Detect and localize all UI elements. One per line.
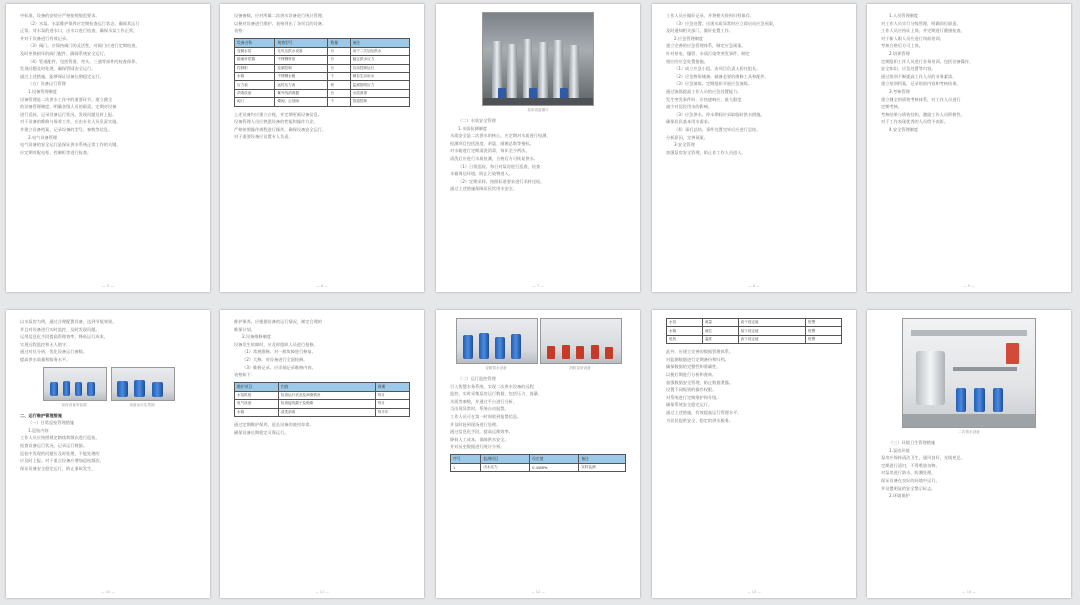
paragraph-line: 进行巡检，记录设备运行状况，发现问题及时上报。 [20, 111, 117, 117]
page-number: — 9 — [963, 284, 975, 288]
table-cell: 阀门 [235, 98, 275, 106]
paragraph-line: （二）水质安全管理 [458, 118, 496, 123]
paragraph-line: 以便对设备进行维护。表格列出了各项目的设备。 [234, 20, 327, 26]
document-page-3[interactable] [436, 4, 640, 292]
paragraph-line: 减少对居民用水的影响。 [666, 104, 713, 110]
pump-room-photo [482, 12, 594, 106]
paragraph-line: 通过上述措施，能够保证设备长期稳定运行。 [20, 73, 104, 79]
paragraph-line: 为居民提供安全、稳定的供水服务。 [666, 417, 734, 423]
paragraph-line: 上述设备均应建立台账，并定期更新设备信息。 [234, 111, 322, 117]
paragraph-line: 通过对比分析，优化设备运行参数。 [20, 349, 88, 355]
paragraph-line: 提高供水质量和服务水平。 [20, 356, 71, 362]
table-cell: 流量 [702, 319, 738, 327]
table-cell: 温度 [702, 335, 738, 343]
page-7-body [234, 318, 410, 584]
paragraph-line: 对系统进行定期维护和升级。 [666, 394, 721, 400]
table-row [235, 72, 410, 80]
table-cell: 台 [328, 56, 350, 64]
table-cell: 报警 [806, 335, 842, 343]
paragraph-line: （五）设备运行管理 [28, 81, 66, 87]
paragraph-line: 通过上述措施保障居民饮用水安全。 [450, 186, 518, 192]
paragraph-line: 运用信息化手段提高管理效率，降低运行成本。 [20, 334, 108, 340]
paragraph-line: （3）阀门。应保持阀门的灵活性，对阀门应进行定期检查， [28, 43, 140, 49]
paragraph-line: 考核结果与绩效挂钩，激励工作人员积极性。 [881, 111, 965, 117]
paragraph-line: 引入智慧水务系统，实现二次供水设备的远程 [450, 383, 534, 389]
table-cell: 自动控制运行 [350, 64, 409, 72]
table-header: 规格型号 [275, 38, 328, 47]
table-cell: 远传压力表 [275, 81, 328, 89]
table-cell: 水箱 [235, 72, 275, 80]
paragraph-line: 并对历史数据进行统计分析。 [450, 444, 505, 450]
paragraph-line: 维护保养。应根据设备的运行情况，制定合理的 [234, 319, 322, 324]
table-cell: 变频水泵 [235, 47, 275, 55]
paragraph-line: 清洗后应进行水质检测，合格后方可恢复供水。 [450, 155, 538, 161]
document-page-5[interactable] [867, 4, 1071, 292]
paragraph-line: 并对于设备进行有效记录。 [20, 35, 71, 41]
document-page-4[interactable] [652, 4, 856, 292]
paragraph-line: 通过定期维护保养，延长设备的使用寿命。 [234, 421, 314, 427]
page-number: — 11 — [314, 590, 330, 594]
table-cell: 不锈钢水箱 [275, 72, 328, 80]
paragraph-line: 检查设备运行状况，记录运行数据。 [20, 442, 88, 448]
paragraph-line: 建立完善的应急管理体系，制定应急预案。 [666, 43, 746, 49]
fire-pump-room-photo [540, 318, 622, 364]
table-cell: 出水压力 [481, 463, 530, 471]
table-cell: 水泵机组 [235, 391, 279, 399]
equipment-table [234, 38, 410, 107]
paragraph-line: （3）应急演练。定期组织开展应急演练。 [674, 81, 753, 87]
page-10-body [881, 318, 1057, 584]
paragraph-line: 相应的应急处置措施。 [666, 58, 708, 64]
paragraph-line: （1）常规维修。对一般故障进行修复。 [242, 349, 316, 355]
table-cell: 检查运行状况及润滑情况 [278, 391, 375, 399]
paragraph-line: 2.应急管理制度 [674, 35, 704, 41]
document-page-10[interactable] [867, 310, 1071, 598]
secondary-water-supply-photo [902, 318, 1036, 428]
paragraph-line: 降低人工成本，保障供水安全。 [450, 436, 509, 442]
paragraph-line: 巡检中发现的问题应及时处理，不能处理的 [20, 450, 100, 456]
paragraph-line: 通过上述措施，有效提高运行管理水平。 [666, 409, 742, 415]
paragraph-line: 并设置明显的安全警示标志。 [881, 485, 936, 491]
table-row [235, 98, 410, 106]
table-cell: 监测管网压力 [350, 81, 409, 89]
page-number: — 13 — [746, 590, 762, 594]
paragraph-line: 2.培训管理 [889, 50, 910, 56]
table-row [451, 463, 626, 471]
paragraph-line: 以水泵房为例，通过合理配置设备，达到节能效果。 [20, 319, 117, 324]
paragraph-line: 2.环境保护 [889, 493, 910, 499]
paragraph-line: （4）事后总结。事件处置完毕后应进行总结。 [674, 126, 761, 132]
paragraph-line: 通过培训不断提高工作人员的业务素质。 [881, 73, 957, 79]
document-page-9[interactable] [652, 310, 856, 598]
paragraph-line: 水质安全是二次供水的核心，应定期对水质进行检测， [450, 133, 551, 139]
paragraph-line: 1.人员管理制度 [889, 13, 919, 18]
table-cell: 用于二次加压供水 [350, 47, 409, 55]
page-1-body [20, 12, 196, 278]
table-cell: 清洗消毒 [278, 408, 375, 416]
table-cell: 无负压供水设备 [275, 47, 328, 55]
paragraph-line: （1）日常巡检。每日对泵房进行巡查，检查 [458, 163, 541, 169]
table-cell: 不锈钢材质 [275, 56, 328, 64]
paragraph-line: 通过演练提高工作人员的应急处置能力。 [666, 88, 742, 94]
paragraph-line: 1.设备管理制度 [28, 88, 58, 94]
paragraph-line: 确保设备长期稳定可靠运行。 [234, 429, 289, 435]
paragraph-line: 定期进行清扫，不得堆放杂物。 [881, 462, 940, 468]
paragraph-line: 泵房应保持清洁卫生，通风良好，光线充足。 [881, 455, 965, 461]
page-number: — 14 — [961, 590, 977, 594]
table-row [235, 89, 410, 97]
paragraph-line: 确保系统安全稳定运行。 [666, 402, 713, 408]
table-header: 设备名称 [235, 38, 275, 47]
page-4-body [666, 12, 842, 278]
paragraph-line: （2）大修。对设备进行全面检修。 [242, 356, 308, 362]
monitoring-table [450, 454, 626, 472]
table-cell: 紫外线消毒器 [275, 89, 328, 97]
table-cell: 蝶阀、止回阀 [275, 98, 328, 106]
page-number: — 7 — [532, 284, 544, 288]
table-cell: 水质消毒 [350, 89, 409, 97]
table-row [235, 64, 410, 72]
table-cell: 个 [328, 98, 350, 106]
photo-caption: 泵房设备图片 [527, 108, 549, 112]
table-cell: 控制柜 [235, 64, 275, 72]
table-cell: 1 [451, 463, 481, 471]
table-cell: 变频控制 [275, 64, 328, 72]
paragraph-line: 设备管理是二次供水工作中的重要环节，建立健全 [20, 96, 113, 102]
table-header: 备注 [579, 454, 626, 463]
paragraph-line: 此外，应建立完善的数据管理体系。 [666, 349, 734, 355]
paragraph-line: 对水箱进行定期清洗消毒，每年至少两次。 [450, 148, 530, 154]
table-cell: 稳定供水压力 [350, 56, 409, 64]
paragraph-line: 1.泵房环境 [889, 447, 910, 453]
paragraph-line: 1.水质检测制度 [458, 125, 488, 131]
paragraph-line: 发现问题及时处理，确保管网安全运行。 [20, 66, 96, 72]
page-3-body [450, 12, 626, 278]
paragraph-line: （3）应急处置。出现水质异常时应立即启动应急预案， [674, 20, 778, 26]
paragraph-line: 发生突发事件时，应快速响应，最大限度 [666, 96, 742, 102]
paragraph-line: 电气设备的安全运行是保证供水系统正常工作的关键。 [20, 142, 121, 148]
photo-caption: 变频供水设备 [485, 366, 507, 370]
paragraph-line: 对工作人员实行分级管理，明确岗位职责。 [881, 20, 961, 26]
paragraph-line: 并建立设备档案，记录设备的型号、参数等信息。 [20, 126, 113, 132]
paragraph-line: （2）应急物资储备。储备必要的维修工具和配件。 [674, 73, 769, 79]
paragraph-line: 表格如下： [234, 372, 255, 378]
maintenance-table [234, 382, 410, 417]
table-cell: 实时监测 [579, 463, 626, 471]
paragraph-line: 建立健全的绩效考核体系，对工作人员进行 [881, 96, 961, 102]
page-number: — 5 — [102, 284, 114, 288]
page-6-body [20, 318, 196, 584]
paragraph-line: 通过信息化手段，提高运维效率。 [450, 429, 513, 435]
paragraph-line: 2.设备维修制度 [242, 334, 272, 340]
table-cell: 稳流补偿器 [235, 56, 275, 64]
paragraph-line: 对于工作表现优秀的人员给予表彰。 [881, 119, 949, 125]
document-page-6[interactable] [6, 310, 210, 598]
alarm-table [666, 318, 842, 344]
paragraph-line: 定期组织工作人员进行业务培训，包括设备操作、 [881, 58, 974, 64]
paragraph-line: 定期考核。 [881, 104, 902, 110]
table-row [235, 400, 410, 408]
document-page-2[interactable] [220, 4, 424, 292]
page-number: — 8 — [748, 284, 760, 288]
paragraph-line: 加强泵房安全管理，防止非工作人员进入。 [666, 149, 746, 155]
page-2-body [234, 12, 410, 278]
table-header: 备注 [350, 38, 409, 47]
paragraph-line: 对监测数据进行定期备份和归档。 [666, 356, 729, 362]
paragraph-line: （二）运行监控管理 [458, 376, 496, 381]
paragraph-line: （4）管道配件。包括管道、弯头、三通等部件的检查保养， [28, 58, 140, 64]
table-row [235, 81, 410, 89]
paragraph-line: 建立培训档案，记录培训内容和考核结果。 [881, 81, 961, 87]
paragraph-line: 针对停电、爆管、水质污染等突发事件，制定 [666, 50, 750, 56]
document-page-1[interactable] [6, 4, 210, 292]
table-cell: 检查接线端子及绝缘 [278, 400, 375, 408]
table-cell: 电气设备 [235, 400, 279, 408]
table-cell: 每月 [375, 400, 409, 408]
table-header: 维护项目 [235, 382, 279, 391]
paragraph-line: 对于新入职人员应进行岗前培训。 [881, 35, 944, 41]
table-cell: 水箱 [235, 408, 279, 416]
page-number: — 10 — [100, 590, 116, 594]
paragraph-line: 以便后期进行分析和查询。 [666, 371, 717, 377]
paragraph-line: 对于设备的维修与保养工作，应由专业人员负责实施。 [20, 119, 121, 125]
paragraph-line: 严格按照操作规程进行操作，确保设备安全运行。 [234, 126, 327, 132]
table-cell: 个 [328, 72, 350, 80]
paragraph-line: 4.安全管理制度 [889, 126, 919, 132]
table-cell: 水箱 [667, 327, 703, 335]
page-5-body [881, 12, 1057, 278]
paragraph-line: 及时更换损坏的阀门配件，确保系统安全运行。 [20, 50, 108, 56]
table-cell: 高于设定值 [738, 319, 806, 327]
paragraph-line: 中标准。设备的安装应严格按照规范要求。 [20, 13, 100, 18]
paragraph-line: 并及时赶到现场进行处理。 [450, 421, 501, 427]
table-cell: 电机 [667, 335, 703, 343]
paragraph-line: 设置不同级别的操作权限。 [666, 387, 717, 393]
table-row [235, 408, 410, 416]
paragraph-line: （一）日常巡检管理措施 [28, 420, 75, 426]
page-number: — 12 — [530, 590, 546, 594]
paragraph-line: 工作人员应按照规定路线和频次进行巡检， [20, 435, 100, 441]
table-row [667, 335, 842, 343]
table-row [667, 319, 842, 327]
photo-caption: 泵房设备安装图 [61, 402, 87, 407]
table-header: 序号 [451, 454, 481, 463]
paragraph-line: 设备管理人员应熟悉设备的性能和操作方法， [234, 119, 318, 125]
paragraph-line: （三）环境卫生管理措施 [889, 440, 936, 445]
document-page-7[interactable] [220, 310, 424, 598]
paragraph-line: 应及时上报。对于重点设备应增加巡检频次。 [20, 458, 104, 464]
table-cell: 台 [328, 89, 350, 97]
document-page-8[interactable] [436, 310, 640, 598]
equipment-running-photo [111, 367, 175, 401]
paragraph-line: 设备参数。应对所属二次供水设备进行统计管理， [234, 13, 327, 18]
paragraph-line: 及时通知相关部门，做好处置工作。 [666, 28, 734, 34]
paragraph-line: 当出现异常时，系统自动报警。 [450, 406, 509, 412]
paragraph-line: 对泵房进行防水、防潮处理。 [881, 470, 936, 476]
table-cell: 消毒设备 [235, 89, 275, 97]
table-cell: 每半年 [375, 408, 409, 416]
table-cell: 低于设定值 [738, 327, 806, 335]
paragraph-line: 并且对设备进行实时监控，及时发现问题。 [20, 326, 100, 332]
paragraph-line: （1）成立应急小组。由项目负责人担任组长。 [674, 66, 761, 72]
photo-caption: 二次供水设备 [958, 430, 980, 434]
table-cell: 块 [328, 81, 350, 89]
paragraph-line: 保证设备安全稳定运行，防止事故发生。 [20, 465, 96, 471]
table-cell: 台 [328, 64, 350, 72]
paragraph-line: 3.安全管理 [674, 142, 695, 148]
table-cell: 0.45MPa [530, 463, 579, 471]
table-cell: 报警 [806, 327, 842, 335]
paragraph-line: 检测项目包括浊度、余氯、细菌总数等指标。 [450, 140, 534, 146]
table-cell: 每月 [375, 391, 409, 399]
table-header: 监测项目 [481, 454, 530, 463]
table-cell: 报警 [806, 319, 842, 327]
paragraph-line: 的设备管理制度，明确各级人员的职责。定期对设备 [20, 104, 117, 110]
paragraph-line: 实现远程监控和无人值守。 [20, 341, 71, 347]
table-cell: 压力表 [235, 81, 275, 89]
table-cell: 液位 [702, 327, 738, 335]
photo-caption: 设备运行实景图 [129, 402, 155, 407]
page-number: — 6 — [316, 284, 328, 288]
paragraph-line: 工作人员应持证上岗，并定期进行健康检查。 [881, 28, 965, 34]
paragraph-line: （2）水泵。水泵维护保养应定期检查运行状态，确保其运行 [28, 20, 140, 26]
paragraph-line: 维保计划。 [234, 326, 255, 332]
paragraph-line: 加强数据安全管理，防止数据泄露。 [666, 379, 734, 385]
paragraph-line: 水箱周边环境，防止污染物进入。 [450, 171, 513, 177]
paragraph-line: 确保居民基本用水需求。 [666, 119, 713, 125]
paragraph-line: 3.考核管理 [889, 88, 910, 94]
table-row [667, 327, 842, 335]
paragraph-line: 设备发生故障时，应及时组织人员进行抢修。 [234, 341, 318, 347]
paragraph-line: （2）定期采样。按照标准要求进行采样送检。 [458, 178, 545, 184]
table-cell: 水泵 [667, 319, 703, 327]
table-cell: 台 [328, 47, 350, 55]
paragraph-line: 应定期对配电柜、控制柜等进行检查。 [20, 149, 92, 155]
paragraph-line: 正常。对水泵的进水口、出水口进行检查，确保水泵工作正常， [20, 28, 138, 34]
paragraph-line: 表格： [234, 28, 247, 34]
paragraph-line: 2.电气设备管理 [28, 134, 58, 140]
paragraph-line: 监控。实时采集泵房运行数据，包括压力、流量、 [450, 391, 543, 397]
table-header: 设定值 [530, 454, 579, 463]
table-cell: 管道控制 [350, 98, 409, 106]
table-row [235, 391, 410, 399]
table-cell: 储存生活用水 [350, 72, 409, 80]
paragraph-line: 工作人员应做好记录，并将相关资料归档保存。 [666, 13, 754, 18]
paragraph-line: （3）维修记录。应详细记录维修内容。 [242, 364, 316, 370]
page-9-body [666, 318, 842, 584]
pump-install-photo [43, 367, 107, 401]
paragraph-line: 1.巡检内容 [28, 427, 49, 433]
paragraph-line: （3）应急供水。停水期间应采取临时供水措施。 [674, 111, 765, 117]
variable-frequency-pump-photo [456, 318, 538, 364]
paragraph-line: 分析原因，完善预案。 [666, 134, 708, 140]
paragraph-line: 对于重要设备应设置专人负责。 [234, 134, 293, 140]
photo-caption: 消防泵房设备 [569, 366, 591, 370]
paragraph-line: 保证设备在良好的环境中运行。 [881, 477, 940, 483]
table-header: 内容 [278, 382, 375, 391]
table-cell: 高于设定值 [738, 335, 806, 343]
table-row [235, 47, 410, 55]
paragraph-line: 考核合格后方可上岗。 [881, 43, 923, 49]
table-row [235, 56, 410, 64]
table-header: 数量 [328, 38, 350, 47]
paragraph-line: 工作人员可在第一时间收到报警信息。 [450, 413, 522, 419]
paragraph-line: 安全知识、应急处置等内容。 [881, 66, 936, 72]
table-header: 周期 [375, 382, 409, 391]
page-8-body [450, 318, 626, 584]
paragraph-line: 二、运行维护管理措施 [20, 412, 62, 418]
paragraph-line: 确保数据的完整性和准确性。 [666, 364, 721, 370]
paragraph-line: 水质等参数，并通过平台进行分析。 [450, 398, 518, 404]
